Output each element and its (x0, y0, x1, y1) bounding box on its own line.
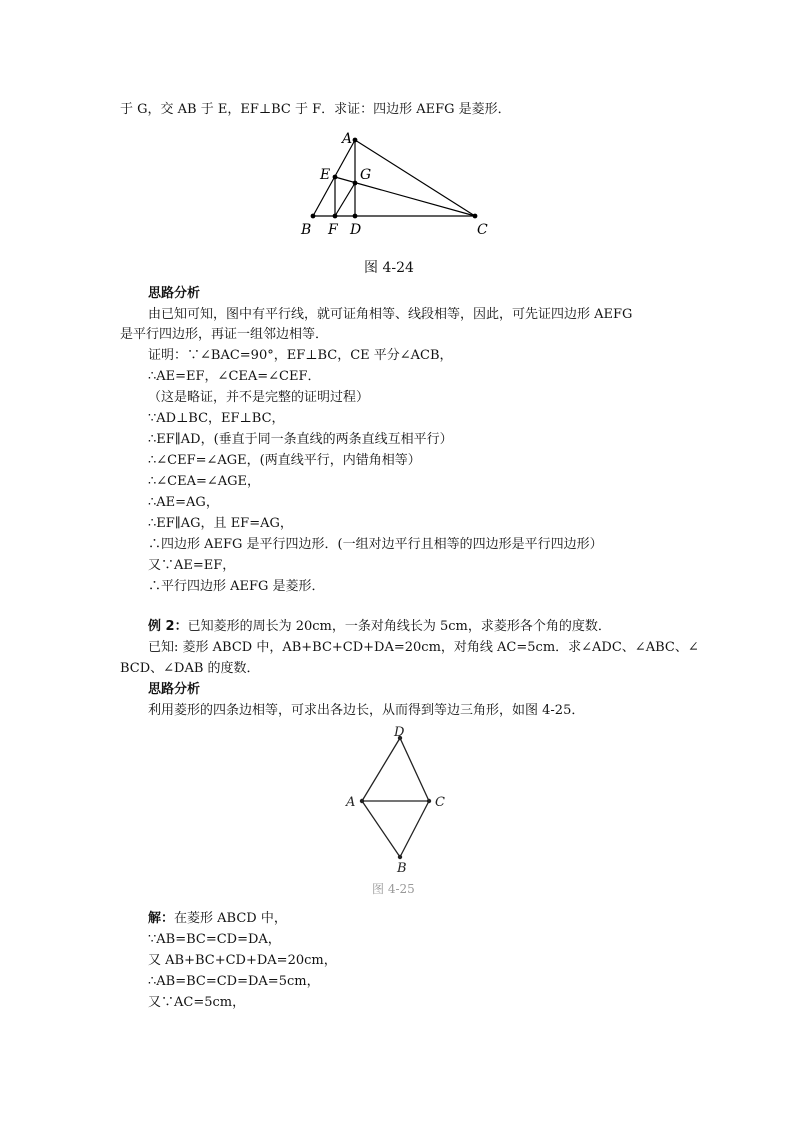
proof-line: ∴EF∥AD，(垂直于同一条直线的两条直线互相平行） (148, 432, 453, 447)
analysis-heading-1: 思路分析 (148, 286, 201, 301)
example-2-given: 已知: 菱形 ABCD 中，AB+BC+CD+DA=20cm，对角线 AC=5cm．求∠ADC、∠ABC、∠ (148, 640, 699, 655)
proof-line: 证明：∵∠BAC=90°，EF⊥BC，CE 平分∠ACB， (148, 348, 453, 363)
proof-line: 又∵AE=EF， (148, 558, 236, 573)
figure-4-24 (295, 128, 495, 244)
label-f: F (328, 222, 338, 238)
solution-line: 又 AB+BC+CD+DA=20cm， (148, 953, 337, 968)
label-c: C (477, 222, 488, 238)
proof-line: ∴∠CEA=∠AGE， (148, 474, 261, 489)
segment-dc (400, 738, 429, 801)
proof-line: ∴AE=EF，∠CEA=∠CEF． (148, 369, 321, 384)
segment-da (362, 738, 400, 801)
proof-line: ∴EF∥AG，且 EF=AG， (148, 516, 293, 531)
segment-ac (355, 140, 475, 216)
point-c (473, 214, 478, 219)
figure-4-25 (340, 724, 460, 883)
point-a (360, 799, 364, 803)
label-a: A (346, 795, 356, 810)
label-b: B (301, 222, 312, 238)
label-e: E (320, 167, 331, 183)
proof-line: （这是略证，并不是完整的证明过程） (148, 390, 370, 405)
triangle-diagram (295, 128, 495, 240)
point-c (427, 799, 431, 803)
rhombus-diagram (340, 724, 460, 879)
proof-line: ∴平行四边形 AEFG 是菱形． (148, 579, 325, 594)
solution-line: ∵AB=BC=CD=DA， (148, 932, 281, 947)
point-d (353, 214, 358, 219)
label-g: G (360, 167, 372, 183)
problem-continuation: 于 G，交 AB 于 E，EF⊥BC 于 F．求证：四边形 AEFG 是菱形． (120, 102, 511, 117)
point-f (333, 214, 338, 219)
segment-bc (400, 801, 429, 857)
segment-fg (335, 183, 355, 216)
point-g (353, 181, 358, 186)
label-b: B (397, 861, 407, 876)
point-a (353, 138, 358, 143)
segment-ab (362, 801, 400, 857)
point-b (398, 855, 402, 859)
solution-first: 在菱形 ABCD 中， (174, 911, 287, 926)
solution-intro (148, 911, 287, 927)
proof-line: ∵AD⊥BC，EF⊥BC， (148, 411, 285, 426)
analysis-heading-2: 思路分析 (148, 682, 201, 697)
analysis-text-2: 是平行四边形，再证一组邻边相等． (120, 327, 329, 342)
proof-line: ∴四边形 AEFG 是平行四边形．(一组对边平行且相等的四边形是平行四边形） (148, 537, 603, 552)
analysis-text-3: 利用菱形的四条边相等，可求出各边长，从而得到等边三角形，如图 4-25． (148, 703, 585, 718)
proof-line: ∴∠CEF=∠AGE，(两直线平行，内错角相等） (148, 453, 421, 468)
example-2-label: 例 2： (148, 619, 188, 634)
solution-label: 解： (148, 911, 175, 926)
label-c: C (435, 795, 445, 810)
point-e (333, 175, 338, 180)
proof-line: ∴AE=AG， (148, 495, 219, 510)
label-a: A (342, 131, 353, 147)
label-d: D (350, 222, 362, 238)
label-d: D (394, 725, 405, 740)
example-2-text: 已知菱形的周长为 20cm，一条对角线长为 5cm，求菱形各个角的度数． (187, 619, 611, 634)
solution-line: ∴AB=BC=CD=DA=5cm， (148, 974, 320, 989)
example-2-given-cont: BCD、∠DAB 的度数． (120, 661, 260, 676)
example-2 (148, 619, 611, 635)
solution-line: 又∵AC=5cm， (148, 995, 246, 1010)
figure-4-25-caption: 图 4-25 (372, 882, 415, 896)
analysis-text-1: 由已知可知，图中有平行线，就可证角相等、线段相等，因此，可先证四边形 AEFG (148, 307, 633, 322)
figure-4-24-caption: 图 4-24 (364, 260, 414, 276)
point-b (311, 214, 316, 219)
